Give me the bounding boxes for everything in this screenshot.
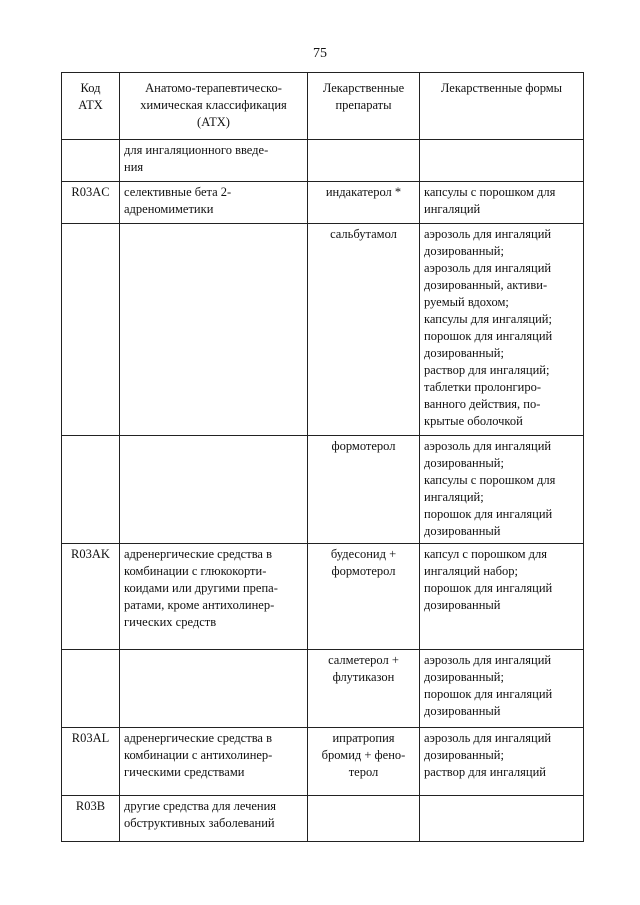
cell-atx-code: R03AC	[62, 182, 120, 224]
header-code: Код АТХ	[62, 73, 120, 140]
dosage-form-item: аэрозоль для ингаляций дозированный;	[424, 653, 552, 684]
page-number: 75	[313, 46, 327, 61]
header-forms: Лекарственные формы	[420, 73, 584, 140]
cell-atx-code: R03B	[62, 796, 120, 842]
header-drugs: Лекарственные препараты	[308, 73, 420, 140]
cell-dosage-forms	[420, 182, 584, 224]
cell-atx-code: R03AK	[62, 544, 120, 650]
header-classification: Анатомо-терапевтическо- химическая классификация (АТХ)	[120, 73, 308, 140]
table-row	[62, 796, 584, 842]
cell-drug: будесонид + формотерол	[308, 544, 420, 650]
cell-drug: ипратропия бромид + фено- терол	[308, 728, 420, 796]
table-header-row	[62, 73, 584, 140]
dosage-form-item: аэрозоль для ингаляций дозированный;	[424, 439, 552, 470]
dosage-form-item: капсул с порошком для ингаляций набор;	[424, 547, 547, 578]
cell-drug: формотерол	[308, 436, 420, 544]
cell-dosage-forms	[420, 728, 584, 796]
cell-classification: другие средства для лечения обструктивных заболеваний	[120, 796, 308, 842]
cell-dosage-forms	[420, 544, 584, 650]
cell-atx-code	[62, 650, 120, 728]
cell-classification: адренергические средства в комбинации с глюкокорти- коидами или другими препа- ратами, кроме антихолинер- гических средств	[120, 544, 308, 650]
cell-drug	[308, 796, 420, 842]
table-row	[62, 436, 584, 544]
cell-atx-code: R03AL	[62, 728, 120, 796]
cell-dosage-forms	[420, 796, 584, 842]
cell-atx-code	[62, 224, 120, 436]
dosage-form-item: аэрозоль для ингаляций дозированный;	[424, 227, 552, 258]
cell-atx-code	[62, 436, 120, 544]
table-row	[62, 728, 584, 796]
dosage-form-item: капсулы с порошком для ингаляций	[424, 185, 556, 216]
cell-drug	[308, 140, 420, 182]
table-row	[62, 224, 584, 436]
dosage-form-item: раствор для ингаляций	[424, 765, 546, 779]
cell-atx-code	[62, 140, 120, 182]
dosage-form-item: аэрозоль для ингаляций дозированный, активи- руемый вдохом;	[424, 261, 552, 309]
cell-drug: сальбутамол	[308, 224, 420, 436]
dosage-form-item: аэрозоль для ингаляций дозированный;	[424, 731, 552, 762]
table-row	[62, 544, 584, 650]
dosage-form-item: капсулы с порошком для ингаляций;	[424, 473, 556, 504]
cell-classification	[120, 224, 308, 436]
dosage-form-item: порошок для ингаляций дозированный	[424, 687, 553, 718]
dosage-form-item: таблетки пролонгиро- ванного действия, по- крытые оболочкой	[424, 380, 542, 428]
table-row	[62, 650, 584, 728]
table-row	[62, 182, 584, 224]
dosage-form-item: раствор для ингаляций;	[424, 363, 550, 377]
cell-classification: для ингаляционного введе- ния	[120, 140, 308, 182]
dosage-form-item: капсулы для ингаляций;	[424, 312, 552, 326]
cell-classification	[120, 436, 308, 544]
atx-table	[61, 72, 584, 842]
cell-dosage-forms	[420, 436, 584, 544]
cell-classification: адренергические средства в комбинации с антихолинер- гическими средствами	[120, 728, 308, 796]
cell-dosage-forms	[420, 650, 584, 728]
cell-classification: селективные бета 2- адреномиметики	[120, 182, 308, 224]
cell-drug: салметерол + флутиказон	[308, 650, 420, 728]
cell-classification	[120, 650, 308, 728]
table-row	[62, 140, 584, 182]
cell-drug: индакатерол *	[308, 182, 420, 224]
dosage-form-item: порошок для ингаляций дозированный	[424, 507, 553, 538]
dosage-form-item: порошок для ингаляций дозированный	[424, 581, 553, 612]
cell-dosage-forms	[420, 140, 584, 182]
cell-dosage-forms	[420, 224, 584, 436]
dosage-form-item: порошок для ингаляций дозированный;	[424, 329, 553, 360]
